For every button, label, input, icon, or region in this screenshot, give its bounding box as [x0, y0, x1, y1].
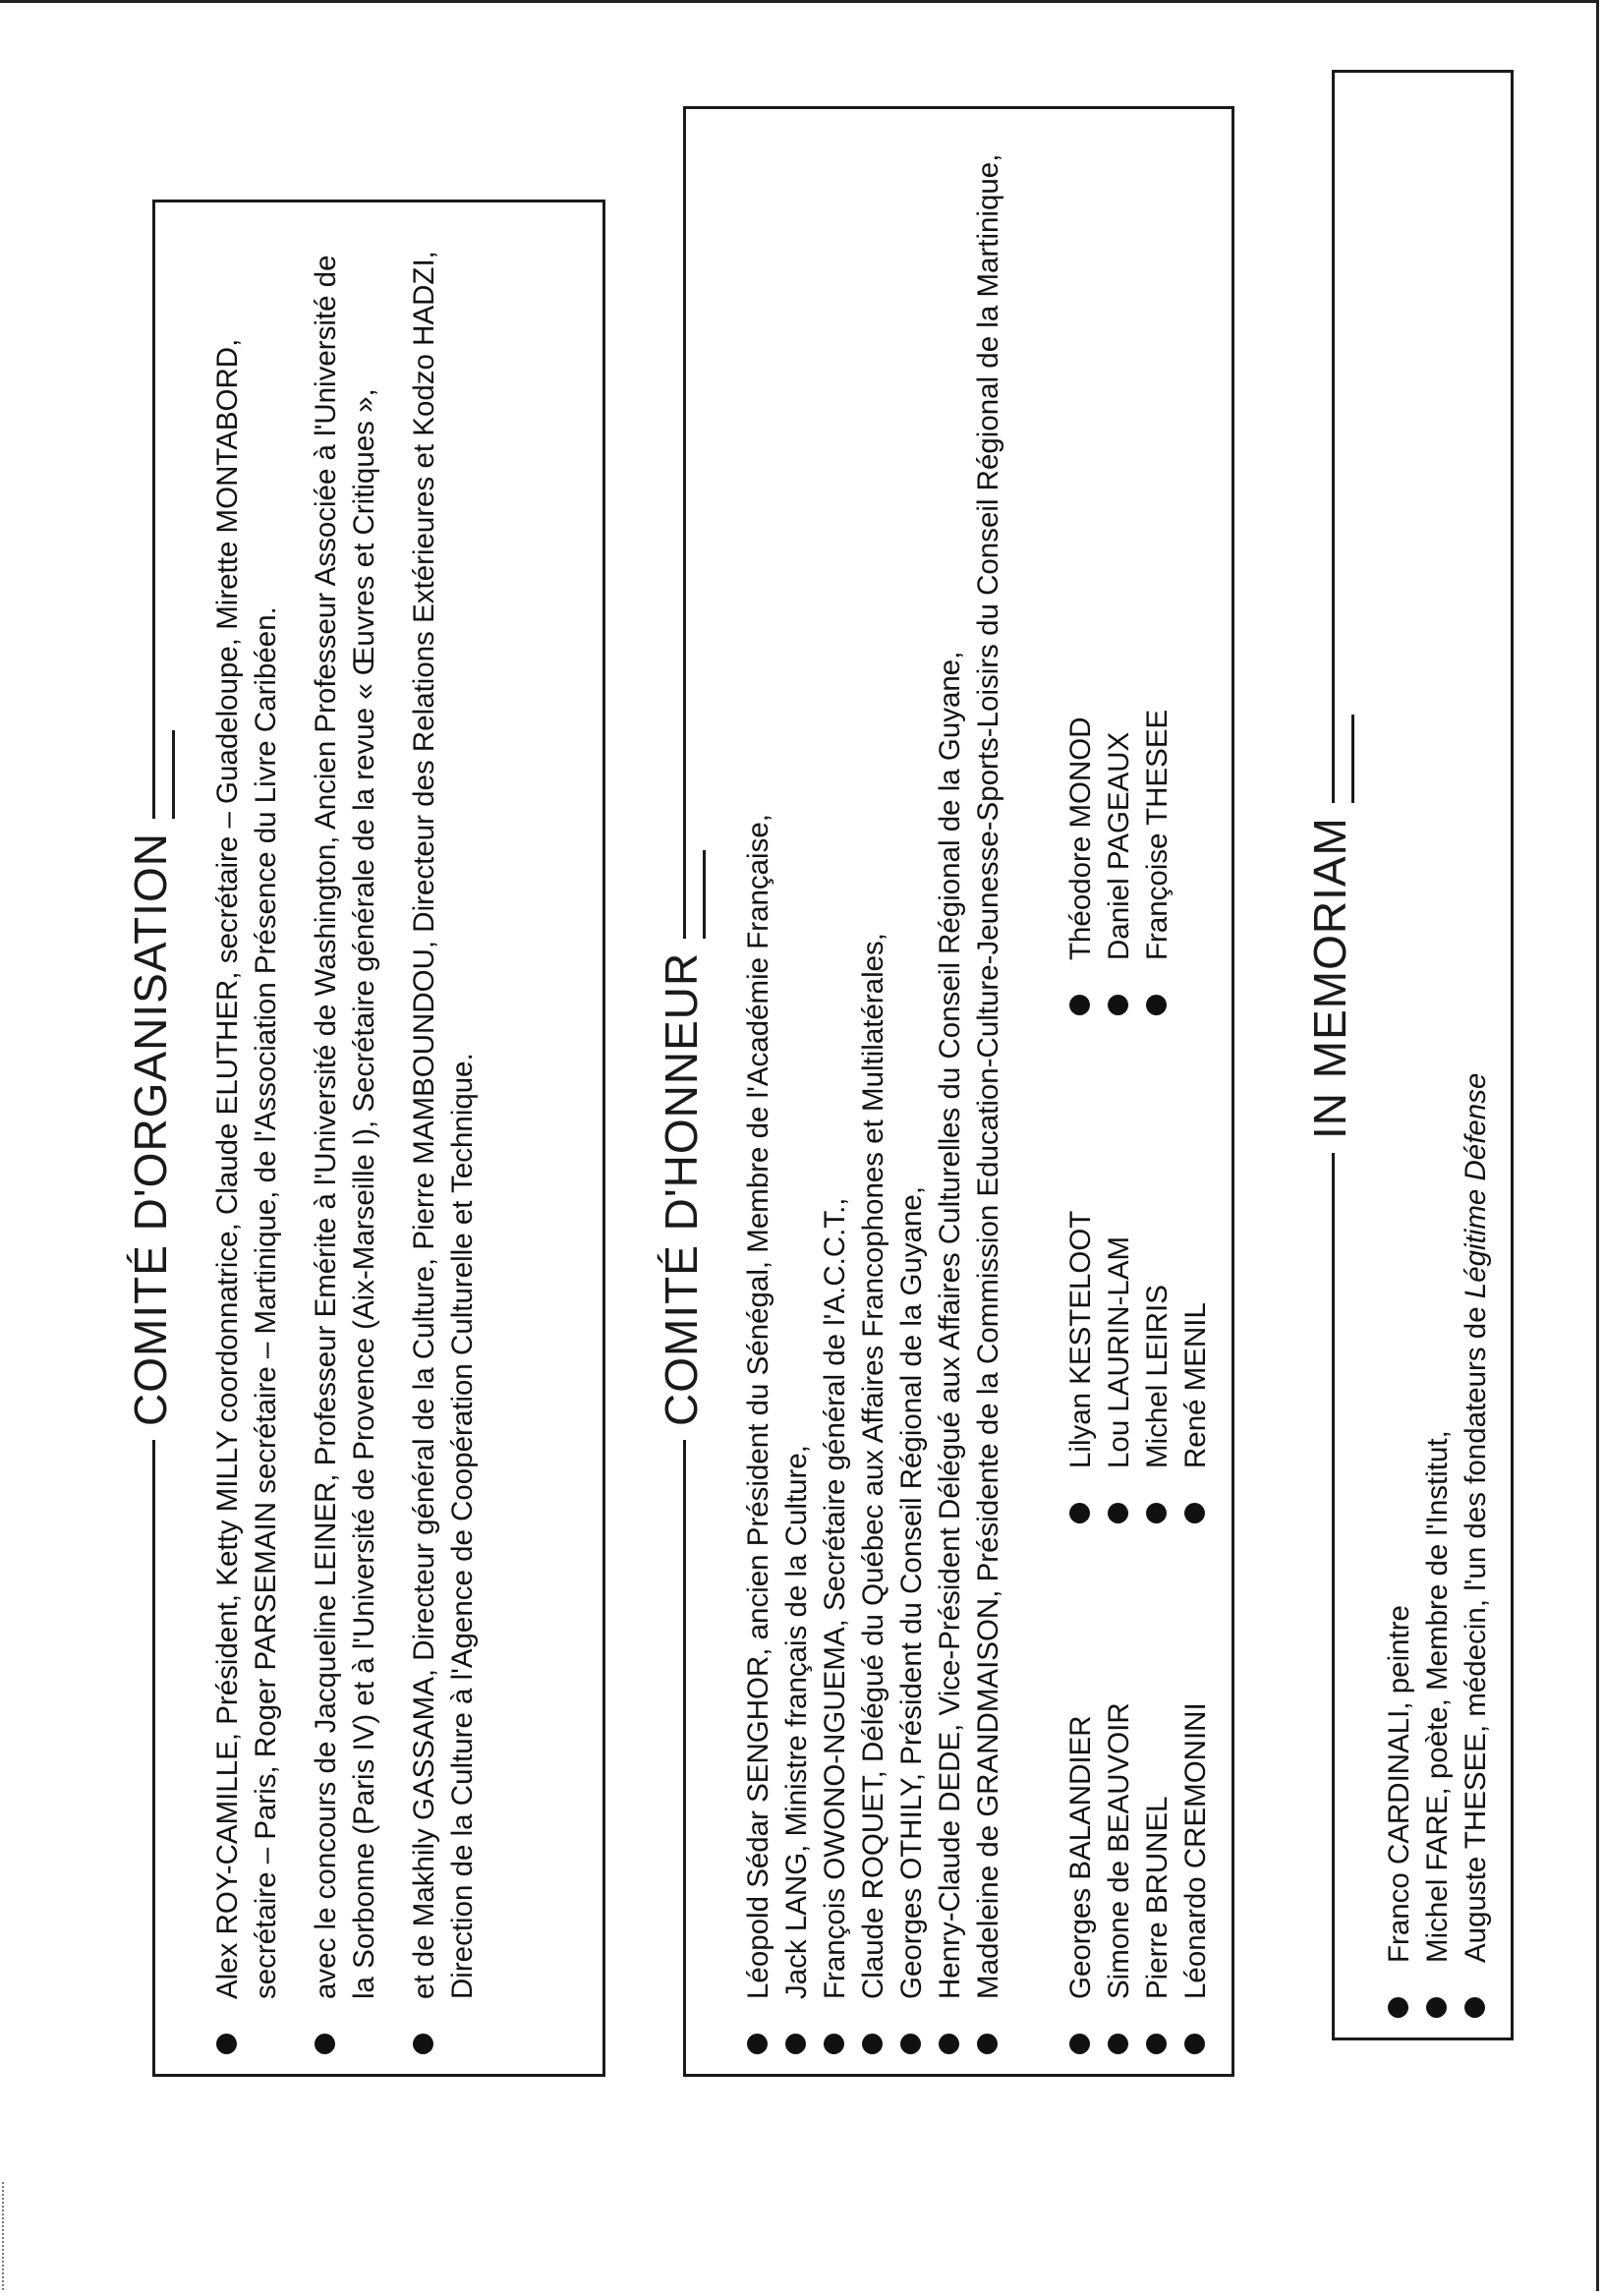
memoriam-list	[1380, 103, 1495, 2020]
bullet-icon	[824, 2034, 844, 2054]
bullet-icon	[1146, 2034, 1167, 2054]
organisation-box	[125, 200, 605, 2077]
bullet-icon	[1184, 1503, 1205, 1523]
bullet-icon	[1108, 2034, 1128, 2054]
list-item: Jack LANG, Ministre français de la Culture,	[777, 140, 816, 2056]
list-item: Claude ROQUET, Délégué du Québec aux Affaires Francophones et Multilatérales,	[854, 140, 892, 2056]
bullet-icon	[1069, 2034, 1090, 2054]
list-item: Madeleine de GRANDMAISON, Présidente de la Commission Education-Culture-Jeunesse-Sports-Loisirs du Conseil Régional de la Martinique,	[969, 140, 1007, 2056]
list-item: Simone de BEAUVOIR	[1100, 1702, 1138, 2056]
organisation-title: COMITÉ D'ORGANISATION	[124, 819, 177, 1440]
list-item: Lilyan KESTELOOT	[1061, 1211, 1100, 1525]
honneur-names-col3	[1061, 710, 1176, 1017]
bullet-icon	[1184, 2034, 1205, 2054]
honneur-names-col2	[1061, 1211, 1215, 1525]
list-item: Alex ROY-CAMILLE, Président, Ketty MILLY coordonnatrice, Claude ELUTHER, secrétaire – Guadeloupe, Mirette MONTABORD, secrétaire – Paris, Roger PARSEMAIN secrétaire – Martinique, de l'Association Présence du Livre Caribéen.	[208, 248, 285, 2056]
bullet-icon	[1069, 995, 1090, 1015]
list-item: Georges OTHILY, Président du Conseil Régional de la Guyane,	[892, 140, 931, 2056]
list-item: Lou LAURIN-LAM	[1100, 1211, 1138, 1525]
bullet-icon	[1108, 1503, 1128, 1523]
list-item: François OWONO-NGUEMA, Secrétaire général de l'A.C.C.T.,	[816, 140, 854, 2056]
list-item: Henry-Claude DEDE, Vice-Président Délégué aux Affaires Culturelles du Conseil Régional de la Guyane,	[931, 140, 969, 2056]
list-item: Michel FARE, poète, Membre de l'Institut,	[1418, 103, 1457, 2020]
list-item: Théodore MONOD	[1061, 710, 1100, 1017]
memoriam-box	[1304, 70, 1514, 2040]
bullet-icon	[1146, 1503, 1167, 1523]
bullet-icon	[1069, 1503, 1090, 1523]
honneur-title: COMITÉ D'HONNEUR	[655, 939, 708, 1440]
list-item: Léopold Sédar SENGHOR, ancien Président du Sénégal, Membre de l'Académie Française,	[739, 140, 777, 2056]
list-item: Franco CARDINALI, peintre	[1380, 103, 1418, 2020]
memoriam-title: IN MEMORIAM	[1303, 803, 1356, 1153]
honneur-names-col1	[1061, 1702, 1215, 2056]
list-item: Françoise THESEE	[1138, 710, 1176, 1017]
list-item	[1457, 103, 1495, 2020]
bullet-icon	[977, 2034, 998, 2054]
list-item: René MENIL	[1176, 1211, 1215, 1525]
publication-title: Légitime Défense	[1460, 1072, 1492, 1299]
list-item: Georges BALANDIER	[1061, 1702, 1100, 2056]
list-item: Michel LEIRIS	[1138, 1211, 1176, 1525]
bullet-icon	[1426, 1997, 1447, 2018]
organisation-list	[208, 248, 482, 2056]
list-item: Léonardo CREMONINI	[1176, 1702, 1215, 2056]
list-item: Pierre BRUNEL	[1138, 1702, 1176, 2056]
bullet-icon	[785, 2034, 806, 2054]
list-item: avec le concours de Jacqueline LEINER, Professeur Emérite à l'Université de Washington, Ancien Professeur Associée à l'Université de la Sorbonne (Paris IV) et à l'Université de Provence (Aix-Marseille I), Secrétaire générale de la revue « Œuvres et Critiques »,	[307, 248, 383, 2056]
bullet-icon	[413, 2034, 433, 2054]
bullet-icon	[315, 2034, 335, 2054]
bullet-icon	[216, 2034, 237, 2054]
bullet-icon	[1464, 1997, 1485, 2018]
list-item: et de Makhily GASSAMA, Directeur général de la Culture, Pierre MAMBOUNDOU, Directeur des Relations Extérieures et Kodzo HADZI, Direction de la Culture à l'Agence de Coopération Culturelle et Technique.	[405, 248, 482, 2056]
bullet-icon	[747, 2034, 768, 2054]
honneur-list	[739, 140, 1007, 2056]
list-item: Daniel PAGEAUX	[1100, 710, 1138, 1017]
memoriam-last-text: Auguste THESEE, médecin, l'un des fondateurs de	[1460, 1298, 1492, 1963]
bullet-icon	[1146, 995, 1167, 1015]
bullet-icon	[900, 2034, 921, 2054]
honneur-box	[656, 106, 1234, 2077]
bullet-icon	[1388, 1997, 1408, 2018]
bullet-icon	[939, 2034, 959, 2054]
bullet-icon	[1108, 995, 1128, 1015]
bullet-icon	[862, 2034, 883, 2054]
